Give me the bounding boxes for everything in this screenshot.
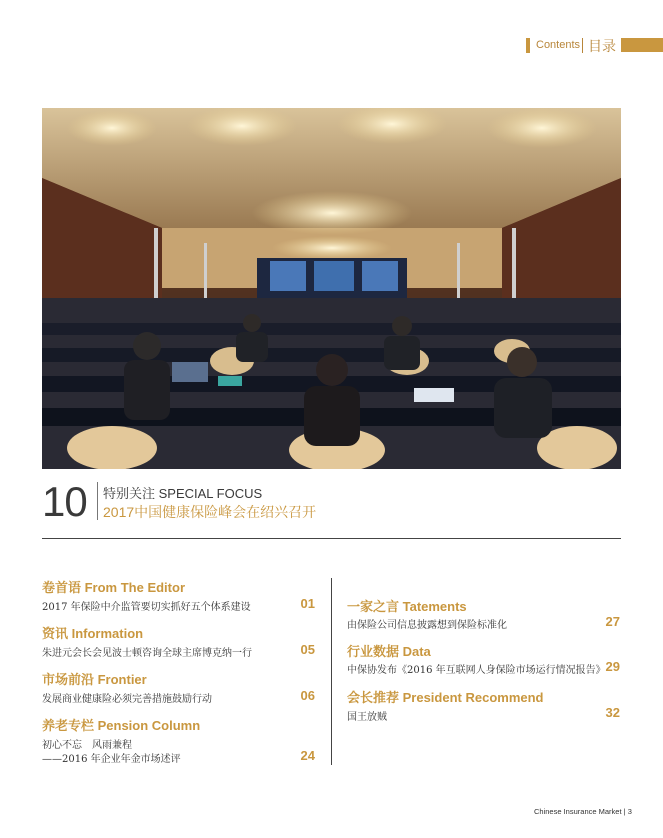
header-accent-bar-left bbox=[526, 38, 530, 53]
toc-page-number[interactable]: 01 bbox=[300, 596, 315, 611]
toc-item-text[interactable]: 由保险公司信息披露想到保险标准化 bbox=[347, 620, 507, 631]
featured-title[interactable]: 2017中国健康保险峰会在绍兴召开 bbox=[103, 504, 317, 520]
footer bbox=[534, 807, 632, 816]
toc-item-text[interactable]: 发展商业健康险必须完善措施鼓励行动 bbox=[42, 694, 212, 705]
toc-section-title[interactable]: 行业数据 Data bbox=[347, 644, 431, 659]
toc-item-text[interactable]: 朱进元会长会见波士顿咨询全球主席博克纳一行 bbox=[42, 648, 252, 659]
footer-magazine-name: Chinese Insurance Market bbox=[534, 807, 622, 816]
footer-page-number: 3 bbox=[627, 807, 632, 816]
toc-page-number[interactable]: 29 bbox=[605, 659, 620, 674]
toc-page-number[interactable]: 27 bbox=[605, 614, 620, 629]
featured-rule bbox=[42, 538, 621, 539]
toc-item-text[interactable]: 2017 年保险中介监管要切实抓好五个体系建设 bbox=[42, 602, 251, 613]
column-divider bbox=[331, 578, 332, 765]
conference-photo bbox=[42, 108, 621, 469]
toc-item-text[interactable]: ——2016 年企业年金市场述评 bbox=[42, 754, 181, 765]
toc-section-title[interactable]: 卷首语 From The Editor bbox=[42, 580, 186, 595]
contents-label-en: Contents bbox=[536, 39, 581, 51]
featured-label: 特别关注 SPECIAL FOCUS bbox=[103, 486, 263, 501]
toc-item-text[interactable]: 中保协发布《2016 年互联网人身保险市场运行情况报告》 bbox=[347, 665, 606, 676]
toc-section-title[interactable]: 会长推荐 President Recommend bbox=[347, 690, 544, 705]
toc-section-title[interactable]: 一家之言 Tatements bbox=[347, 599, 467, 614]
toc-section-title[interactable]: 养老专栏 Pension Column bbox=[42, 718, 201, 733]
featured-divider bbox=[97, 482, 98, 520]
toc-page-number[interactable]: 24 bbox=[300, 748, 315, 763]
header-separator bbox=[582, 38, 583, 53]
toc-page-number[interactable]: 32 bbox=[605, 705, 620, 720]
toc-section-title[interactable]: 资讯 Information bbox=[42, 626, 144, 641]
toc-page-number[interactable]: 06 bbox=[300, 688, 315, 703]
footer-separator: | bbox=[623, 807, 628, 816]
toc-section-title[interactable]: 市场前沿 Frontier bbox=[42, 672, 147, 687]
toc-page-number[interactable]: 05 bbox=[300, 642, 315, 657]
featured-page-number: 10 bbox=[42, 478, 87, 525]
toc-item-text[interactable]: 初心不忘 风雨兼程 bbox=[42, 740, 132, 751]
contents-label-cn: 目录 bbox=[588, 38, 616, 54]
header-accent-bar-right bbox=[621, 38, 663, 52]
toc-item-text[interactable]: 国王放贼 bbox=[347, 712, 387, 723]
